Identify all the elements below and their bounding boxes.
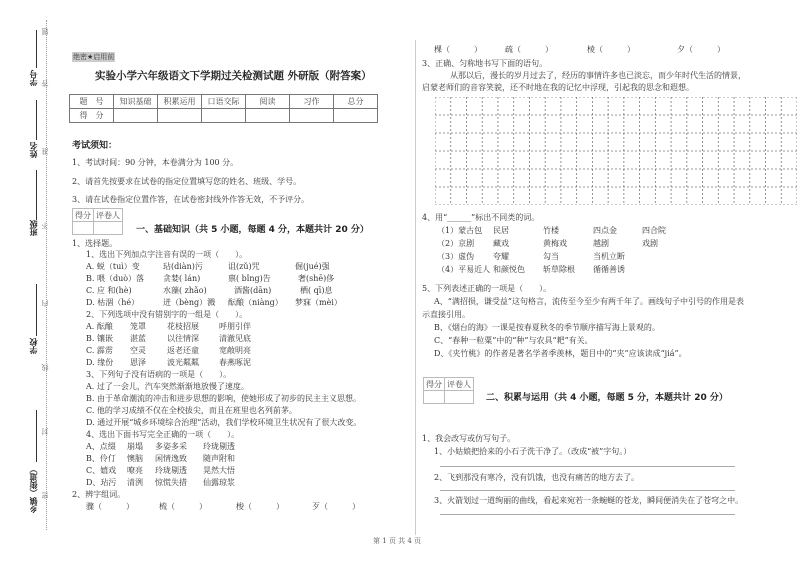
option-word: 随声附和 <box>203 454 235 463</box>
option-word: 梦寐（mèi） <box>295 298 342 307</box>
question-label: 1、选择题。 <box>72 239 118 248</box>
grader-reviewer-cell[interactable] <box>445 391 474 404</box>
answer-line[interactable] <box>440 490 735 491</box>
option-word: 湛蓝 <box>130 334 146 343</box>
passage-line: 从那以后，漫长的岁月过去了，经历的事情许多也已淡忘，而少年时代生活的情景， <box>450 71 746 80</box>
notice-heading: 考试须知： <box>72 141 118 151</box>
option-sentence[interactable]: C. 他的学习成绩不仅在全校拔尖，而且在班里也名列前茅。 <box>86 406 297 415</box>
section-2-title: 二、积累与运用（共 4 小题，每题 5 分，本题共计 20 分） <box>486 393 728 403</box>
option-word: 晃然大悟 <box>203 466 235 475</box>
grader-reviewer-label: 评卷人 <box>445 378 474 391</box>
score-table-cell: 得 分 <box>70 109 114 123</box>
word-item[interactable]: 当机立断 <box>593 252 625 261</box>
option-word: 春燕啄泥 <box>219 358 251 367</box>
score-table-cell: 习作 <box>290 95 334 109</box>
question-stem: 1、选出下列加点字注音有误的一项（ ）。 <box>86 250 248 259</box>
word-item[interactable]: （4）平易近人 <box>437 265 491 274</box>
score-input-cell[interactable] <box>334 109 378 123</box>
option-row[interactable] <box>86 333 113 344</box>
word-item[interactable]: 夸耀 <box>493 252 509 261</box>
option-word: B. 镶嵌 <box>86 334 113 343</box>
seal-mark: 不 <box>41 222 49 229</box>
grader-reviewer-label: 评卷人 <box>94 209 123 222</box>
option-word: 多姿多采 <box>155 442 187 451</box>
option-word: 倔(jué)强 <box>295 262 330 271</box>
score-table-cell: 题 号 <box>70 95 114 109</box>
student-id-label: 学号 <box>29 70 38 86</box>
question-stem: 2、下列选项中没有错别字的一组是（ ）。 <box>86 310 248 319</box>
grader-score-label: 得分 <box>424 378 445 391</box>
option-word: 玲珑剔透 <box>155 466 187 475</box>
seal-mark: 线 <box>41 364 49 371</box>
option-word: 以往情深 <box>167 334 199 343</box>
question-stem: 4、选出下面书写完全正确的一项（ ）。 <box>86 430 240 439</box>
option-sentence[interactable]: A. 过了一会儿，汽车突然渐渐地放慢了速度。 <box>86 382 249 391</box>
seal-line <box>46 20 47 530</box>
notice-item: 3、请在试卷指定位置作答，在试卷密封线外作答无效，不予评分。 <box>72 195 310 204</box>
township-label: 乡镇（街道） <box>29 465 38 513</box>
name-label: 姓名 <box>29 142 38 158</box>
score-table-cell: 知识基础 <box>114 95 158 109</box>
answer-line[interactable] <box>440 514 735 515</box>
option-word: 波光粼粼 <box>167 358 199 367</box>
option-word: 玷(diàn)污 <box>163 262 203 271</box>
option-row[interactable] <box>86 273 144 284</box>
grader-box <box>72 208 123 235</box>
notice-item: 2、请首先按要求在试卷的指定位置填写您的姓名、班级、学号。 <box>72 177 302 186</box>
option-word: 返老还童 <box>167 346 199 355</box>
word-item[interactable]: 勾当 <box>543 252 559 261</box>
seal-mark: 密 <box>41 492 49 499</box>
option-sentence[interactable]: A、“满招损，谦受益”这句格言，流传至今至少有两千年了。画线句子中引号的作用是表 <box>434 297 744 306</box>
word-item[interactable]: 斩草除根 <box>543 265 575 274</box>
option-row[interactable] <box>86 441 116 452</box>
student-id-line <box>36 30 37 68</box>
page-title: 实验小学六年级语文下学期过关检测试题 外研版（附答案） <box>95 70 372 82</box>
option-word: 栖( qī)息 <box>300 286 333 295</box>
option-row[interactable] <box>86 297 139 308</box>
word-item[interactable]: 藏戏 <box>493 239 509 248</box>
column-divider <box>415 40 416 535</box>
option-row[interactable] <box>86 261 140 272</box>
class-label: 班级 <box>29 220 38 236</box>
score-table-cell: 总分 <box>334 95 378 109</box>
section-1-title: 一、基础知识（共 5 小题，每题 4 分，本题共计 20 分） <box>136 225 369 235</box>
word-item[interactable]: 竹楼 <box>543 226 559 235</box>
score-input-cell[interactable] <box>246 109 290 123</box>
option-sentence[interactable]: D、《夹竹桃》的作者是著名学者季羡林，题目中的“夹”应该读成“jiá”。 <box>434 349 687 358</box>
option-word: C. 应 和(hè) <box>86 286 132 295</box>
option-row[interactable] <box>86 285 132 296</box>
option-word: 酒酱(dān) <box>234 286 272 295</box>
word-blank[interactable]: 疏（ ） <box>505 45 553 54</box>
question-stem: 5、下列表述正确的一项是（ ）。 <box>422 284 552 293</box>
page-number: 第 1 页 共 4 页 <box>373 537 422 545</box>
word-item[interactable]: （3）虚伪 <box>437 252 475 261</box>
option-word: 笼罩 <box>130 322 146 331</box>
word-item[interactable]: 黄梅戏 <box>543 239 567 248</box>
option-word: A. 蜕（tuì）变 <box>86 262 140 271</box>
school-line <box>36 284 37 336</box>
score-input-cell[interactable] <box>202 109 246 123</box>
option-word: 清澈见底 <box>219 334 251 343</box>
passage-line: 启蒙老师们的音容笑貌，还不时地在我的记忆中浮现，引起我的思念和遐想。 <box>422 83 694 92</box>
score-table-cell: 积累运用 <box>158 95 202 109</box>
seal-mark: 准 <box>41 148 49 155</box>
rewrite-prompt: 1、小姑娘把拾来的小石子洗干净了。（改成“被”字句。） <box>434 447 632 456</box>
word-blank[interactable]: 梭（ ） <box>236 502 284 511</box>
notice-item: 1、考试时间：90 分钟，本卷满分为 100 分。 <box>72 158 239 167</box>
name-line <box>36 100 37 140</box>
word-item[interactable]: （1）蒙古包 <box>437 226 483 235</box>
word-blank[interactable]: 夕（ ） <box>677 45 725 54</box>
option-word: 懊脑 <box>127 454 143 463</box>
word-item[interactable]: 越剧 <box>593 239 609 248</box>
score-table-score-row <box>70 109 378 123</box>
question-stem: 1、我会改写或仿写句子。 <box>422 434 516 443</box>
option-sentence[interactable]: C、“春种一粒粟”中的“种”与农具“耙”有关。 <box>434 336 593 345</box>
answer-line[interactable] <box>440 466 735 467</box>
seal-mark: 内 <box>41 300 49 307</box>
option-row[interactable] <box>86 345 113 356</box>
grader-score-cell[interactable] <box>73 222 94 235</box>
question-stem: 3、下列句子没有语病的一项是（ ）。 <box>86 370 232 379</box>
option-word: 水藻( zhǎo) <box>163 286 207 295</box>
option-sentence-cont: 示直接引用。 <box>422 310 470 319</box>
question-stem: 2、辨字组词。 <box>72 490 126 499</box>
score-table-cell: 口语交际 <box>202 95 246 109</box>
option-row[interactable] <box>86 321 113 332</box>
grader-reviewer-cell[interactable] <box>94 222 123 235</box>
option-row[interactable] <box>86 357 113 368</box>
grader-box <box>423 377 474 404</box>
option-word: 宽敞明亮 <box>219 346 251 355</box>
question-stem: 4、用“______”标出不同类的词。 <box>422 213 540 222</box>
seal-mark: 答 <box>41 80 49 87</box>
option-row[interactable] <box>86 477 116 488</box>
word-item[interactable]: 和颜悦色 <box>493 265 525 274</box>
option-word: B、伶仃 <box>86 454 116 463</box>
class-line <box>36 170 37 220</box>
option-word: 迸（bèng）溅 <box>163 298 216 307</box>
secret-tag: 绝密★启用前 <box>73 53 115 61</box>
option-word: 空灵 <box>130 346 146 355</box>
score-input-cell[interactable] <box>114 109 158 123</box>
word-item[interactable]: 民居 <box>493 226 509 235</box>
option-word: 花枝招展 <box>167 322 199 331</box>
option-word: 呼朋引伴 <box>219 322 251 331</box>
question-stem: 3、正确、匀称地书写下面的语句。 <box>422 59 548 68</box>
word-blank[interactable]: 棱（ ） <box>587 45 635 54</box>
option-word: 崩塌 <box>127 442 143 451</box>
option-word: 仙露琼浆 <box>203 478 235 487</box>
score-input-cell[interactable] <box>158 109 202 123</box>
option-word: D、玷污 <box>86 478 117 487</box>
option-word: 清洌 <box>127 478 143 487</box>
score-table-cell: 阅读 <box>246 95 290 109</box>
score-table <box>69 94 378 123</box>
option-word: 惊慌失措 <box>155 478 187 487</box>
writing-grid[interactable] <box>435 97 797 205</box>
option-word: 诅(zǔ)咒 <box>228 262 260 271</box>
word-blank[interactable]: 歹（ ） <box>312 502 360 511</box>
option-word: C. 霹雳 <box>86 346 113 355</box>
word-blank[interactable]: 梳（ ） <box>159 502 207 511</box>
option-word: 恩泽 <box>130 358 146 367</box>
word-item[interactable]: （2）京剧 <box>437 239 475 248</box>
score-input-cell[interactable] <box>290 109 334 123</box>
option-row[interactable] <box>86 465 116 476</box>
option-word: A. 酝酿 <box>86 322 113 331</box>
school-label: 学校 <box>29 338 38 354</box>
option-word: B. 喂（duò）落 <box>86 274 145 283</box>
township-line <box>36 410 37 462</box>
option-word: 禀( bǐng)告 <box>228 274 271 283</box>
seal-mark: 封 <box>41 428 49 435</box>
option-word: 酝酿（niàng） <box>228 298 283 307</box>
option-word: 闲情逸致 <box>155 454 187 463</box>
option-sentence[interactable]: B、《烟台的海》一课是按春夏秋冬的季节顺序描写海上景观的。 <box>434 323 660 332</box>
writing-grid-lines <box>435 97 797 205</box>
option-word: C、嬉戏 <box>86 466 117 475</box>
rewrite-prompt: 2、飞到那没有寒冷，没有饥饿，也没有痛苦的地方去了。 <box>434 473 640 482</box>
option-word: 玲珑剔透 <box>203 442 235 451</box>
word-item[interactable]: 循循善诱 <box>593 265 625 274</box>
option-word: 贪婪( lán) <box>163 274 201 283</box>
option-word: 嘹亮 <box>127 466 143 475</box>
option-word: D. 枯涸（hé） <box>86 298 140 307</box>
grader-score-cell[interactable] <box>424 391 445 404</box>
seal-mark: 题 <box>41 28 49 35</box>
option-sentence[interactable]: D. 通过开展“城乡环境综合治理”活动，我们学校环境卫生状况有了很大改变。 <box>86 418 362 427</box>
score-table-header-row <box>70 95 378 109</box>
word-blank[interactable]: 棵（ ） <box>434 45 482 54</box>
option-sentence[interactable]: B. 由于革命潮流的冲击和进步思想的影响，使她形成了初步的民主主义思想。 <box>86 394 361 403</box>
word-blank[interactable]: 骤（ ） <box>86 502 134 511</box>
word-item[interactable]: 戏剧 <box>642 239 658 248</box>
option-word: A、点缀 <box>86 442 116 451</box>
option-word: 奢(shē)侈 <box>298 274 335 283</box>
grader-score-label: 得分 <box>73 209 94 222</box>
word-item[interactable]: 四合院 <box>642 226 666 235</box>
rewrite-prompt: 3、火箭划过一道绚丽的曲线，看起来宛若一条蜿蜒的苍龙，瞬间便消失在了苍穹之中。 <box>434 496 744 505</box>
option-word: D. 缘份 <box>86 358 114 367</box>
word-item[interactable]: 四点金 <box>593 226 617 235</box>
option-row[interactable] <box>86 453 116 464</box>
